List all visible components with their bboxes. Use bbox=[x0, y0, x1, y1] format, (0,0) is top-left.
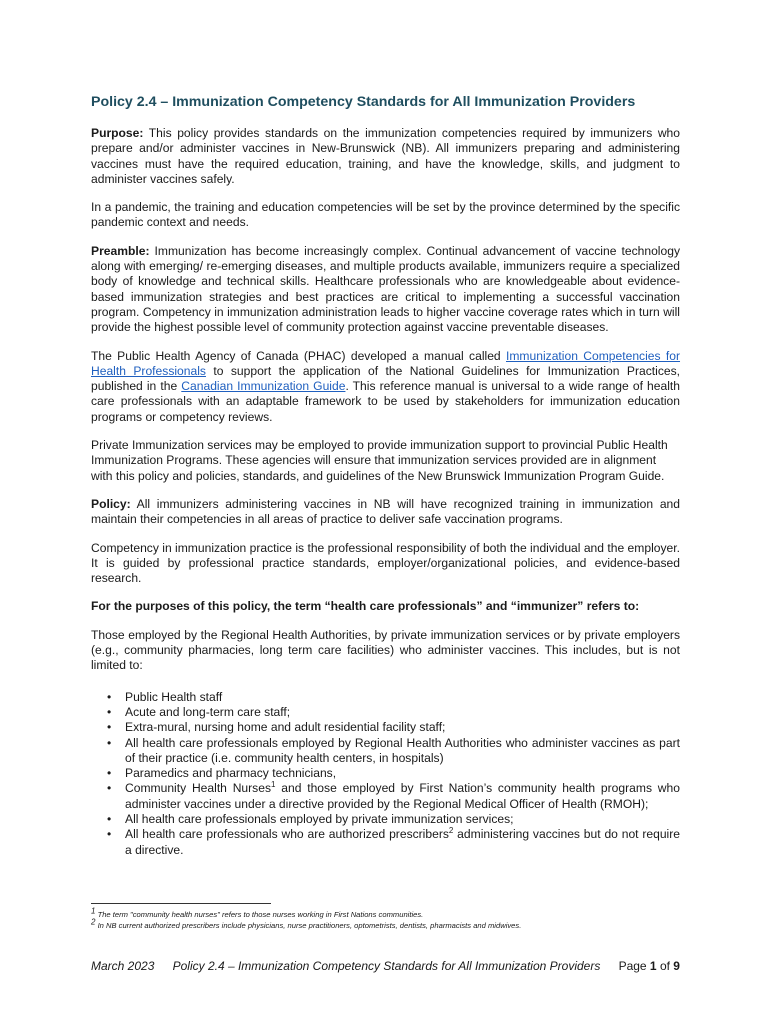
phac-text-3: . This reference manual is universal to a wide range of health care professionals with an adaptable framework to be used by stakeholders for immunization education programs or competency reviews. bbox=[91, 379, 680, 424]
bullet-icon: • bbox=[107, 735, 112, 750]
policy-label: Policy: bbox=[91, 496, 131, 511]
private-services-paragraph: Private Immunization services may be employed to provide immunization support to provincial Public Health Immunization Programs. These agencies will ensure that immunization services provided are in alignment with this policy and policies, standards, and guidelines of the New Brunswick Immunization Program Guide. bbox=[91, 438, 668, 483]
footnote-2: $^2$ In NB current authorized prescribers include physicians, nurse practitioners, optometrists, dentists, pharmacists and midwives. bbox=[91, 917, 522, 930]
page-title: Policy 2.4 – Immunization Competency Standards for All Immunization Providers bbox=[91, 94, 636, 110]
competency-paragraph: Competency in immunization practice is the professional responsibility of both the individual and the employer. It is guided by professional practice standards, employer/organizational policies, and evidence-based research. bbox=[91, 540, 680, 586]
footnote-ref-1[interactable]: 1 bbox=[271, 780, 276, 790]
canadian-immunization-guide-link[interactable]: Canadian Immunization Guide bbox=[181, 379, 346, 394]
list-item: • Community Health Nurses$^1$ and those employed by First Nation’s community health programs who administer vaccines under a directive provided by the Regional Medical Officer of Health (RMOH); bbox=[107, 780, 680, 811]
list-item: • Paramedics and pharmacy technicians, bbox=[107, 766, 337, 781]
phac-text-2: to support the application of the National Guidelines for Immunization Practices, published in the bbox=[91, 363, 680, 394]
footer-date: March 2023 bbox=[91, 959, 155, 973]
page-footer bbox=[91, 959, 680, 973]
list-item: • Acute and long-term care staff; bbox=[107, 704, 291, 719]
footnote-divider bbox=[91, 903, 271, 904]
list-item: • Public Health staff bbox=[107, 689, 223, 704]
bullet-icon: • bbox=[107, 689, 112, 704]
bullet-icon: • bbox=[107, 811, 112, 826]
bullet-icon: • bbox=[107, 827, 112, 842]
list-item: • Extra-mural, nursing home and adult residential facility staff; bbox=[107, 720, 446, 735]
phac-paragraph bbox=[91, 349, 680, 425]
list-item: • All health care professionals who are authorized prescribers$^2$ administering vaccines but do not require a directive. bbox=[107, 826, 681, 857]
bullet-icon: • bbox=[107, 720, 112, 735]
preamble-label: Preamble: bbox=[91, 243, 150, 258]
immunizer-list bbox=[91, 690, 680, 858]
page-content bbox=[91, 92, 680, 858]
list-item: • All health care professionals employed by Regional Health Authorities who administer vaccines as part of their practice (i.e. community health centers, in hospitals) bbox=[107, 735, 680, 765]
footnotes bbox=[91, 906, 680, 931]
purpose-paragraph bbox=[91, 126, 680, 187]
bullet-icon: • bbox=[107, 704, 112, 719]
phac-text-1: The Public Health Agency of Canada (PHAC) developed a manual called bbox=[91, 348, 506, 363]
immunization-competencies-link[interactable]: Immunization Competencies for Health Professionals bbox=[91, 348, 681, 378]
footnote-ref-2[interactable]: 2 bbox=[448, 826, 454, 836]
policy-paragraph bbox=[91, 497, 680, 528]
pandemic-paragraph: In a pandemic, the training and education competencies will be set by the province determined by the specific pandemic context and needs. bbox=[91, 200, 680, 230]
page-number: Page 1 of 9 bbox=[618, 959, 680, 973]
preamble-text: Immunization has become increasingly complex. Continual advancement of vaccine technology along with emerging/ re-emerging diseases, and multiple products available, immunizers require a specialized body of knowledge and technical skills. Healthcare professionals who are knowledgeable about evidence-based immunization strategies and best practices are critical to implementing a successful vaccination program. Competency in immunization administration leads to higher vaccine coverage rates which in turn will provide the highest possible level of community protection against vaccine preventable diseases. bbox=[91, 243, 680, 335]
list-item: • All health care professionals employed by private immunization services; bbox=[107, 811, 514, 826]
bullet-icon: • bbox=[107, 766, 112, 781]
purpose-text: This policy provides standards on the immunization competencies required by immunizers who prepare and/or administer vaccines in New-Brunswick (NB). All immunizers preparing and administering vaccines must have the required education, training, and have the knowledge, skills, and judgment to administer vaccines safely. bbox=[91, 126, 680, 186]
policy-text: All immunizers administering vaccines in NB will have recognized training in immunization and maintain their competencies in all areas of practice to deliver safe vaccination programs. bbox=[91, 496, 680, 527]
footnote-1: $^1$ The term "community health nurses" refers to those nurses working in First Nations communities. bbox=[91, 906, 424, 919]
those-employed-paragraph: Those employed by the Regional Health Authorities, by private immunization services or by private employers (e.g., community pharmacies, long term care facilities) who administer vaccines. This includes, but is not limited to: bbox=[91, 627, 680, 673]
footer-title: Policy 2.4 – Immunization Competency Standards for All Immunization Providers bbox=[172, 959, 601, 973]
definitions-heading: For the purposes of this policy, the term “health care professionals” and “immunizer” refers to: bbox=[91, 599, 640, 614]
purpose-label: Purpose: bbox=[91, 126, 144, 140]
preamble-paragraph bbox=[91, 244, 680, 336]
bullet-icon: • bbox=[107, 781, 112, 796]
